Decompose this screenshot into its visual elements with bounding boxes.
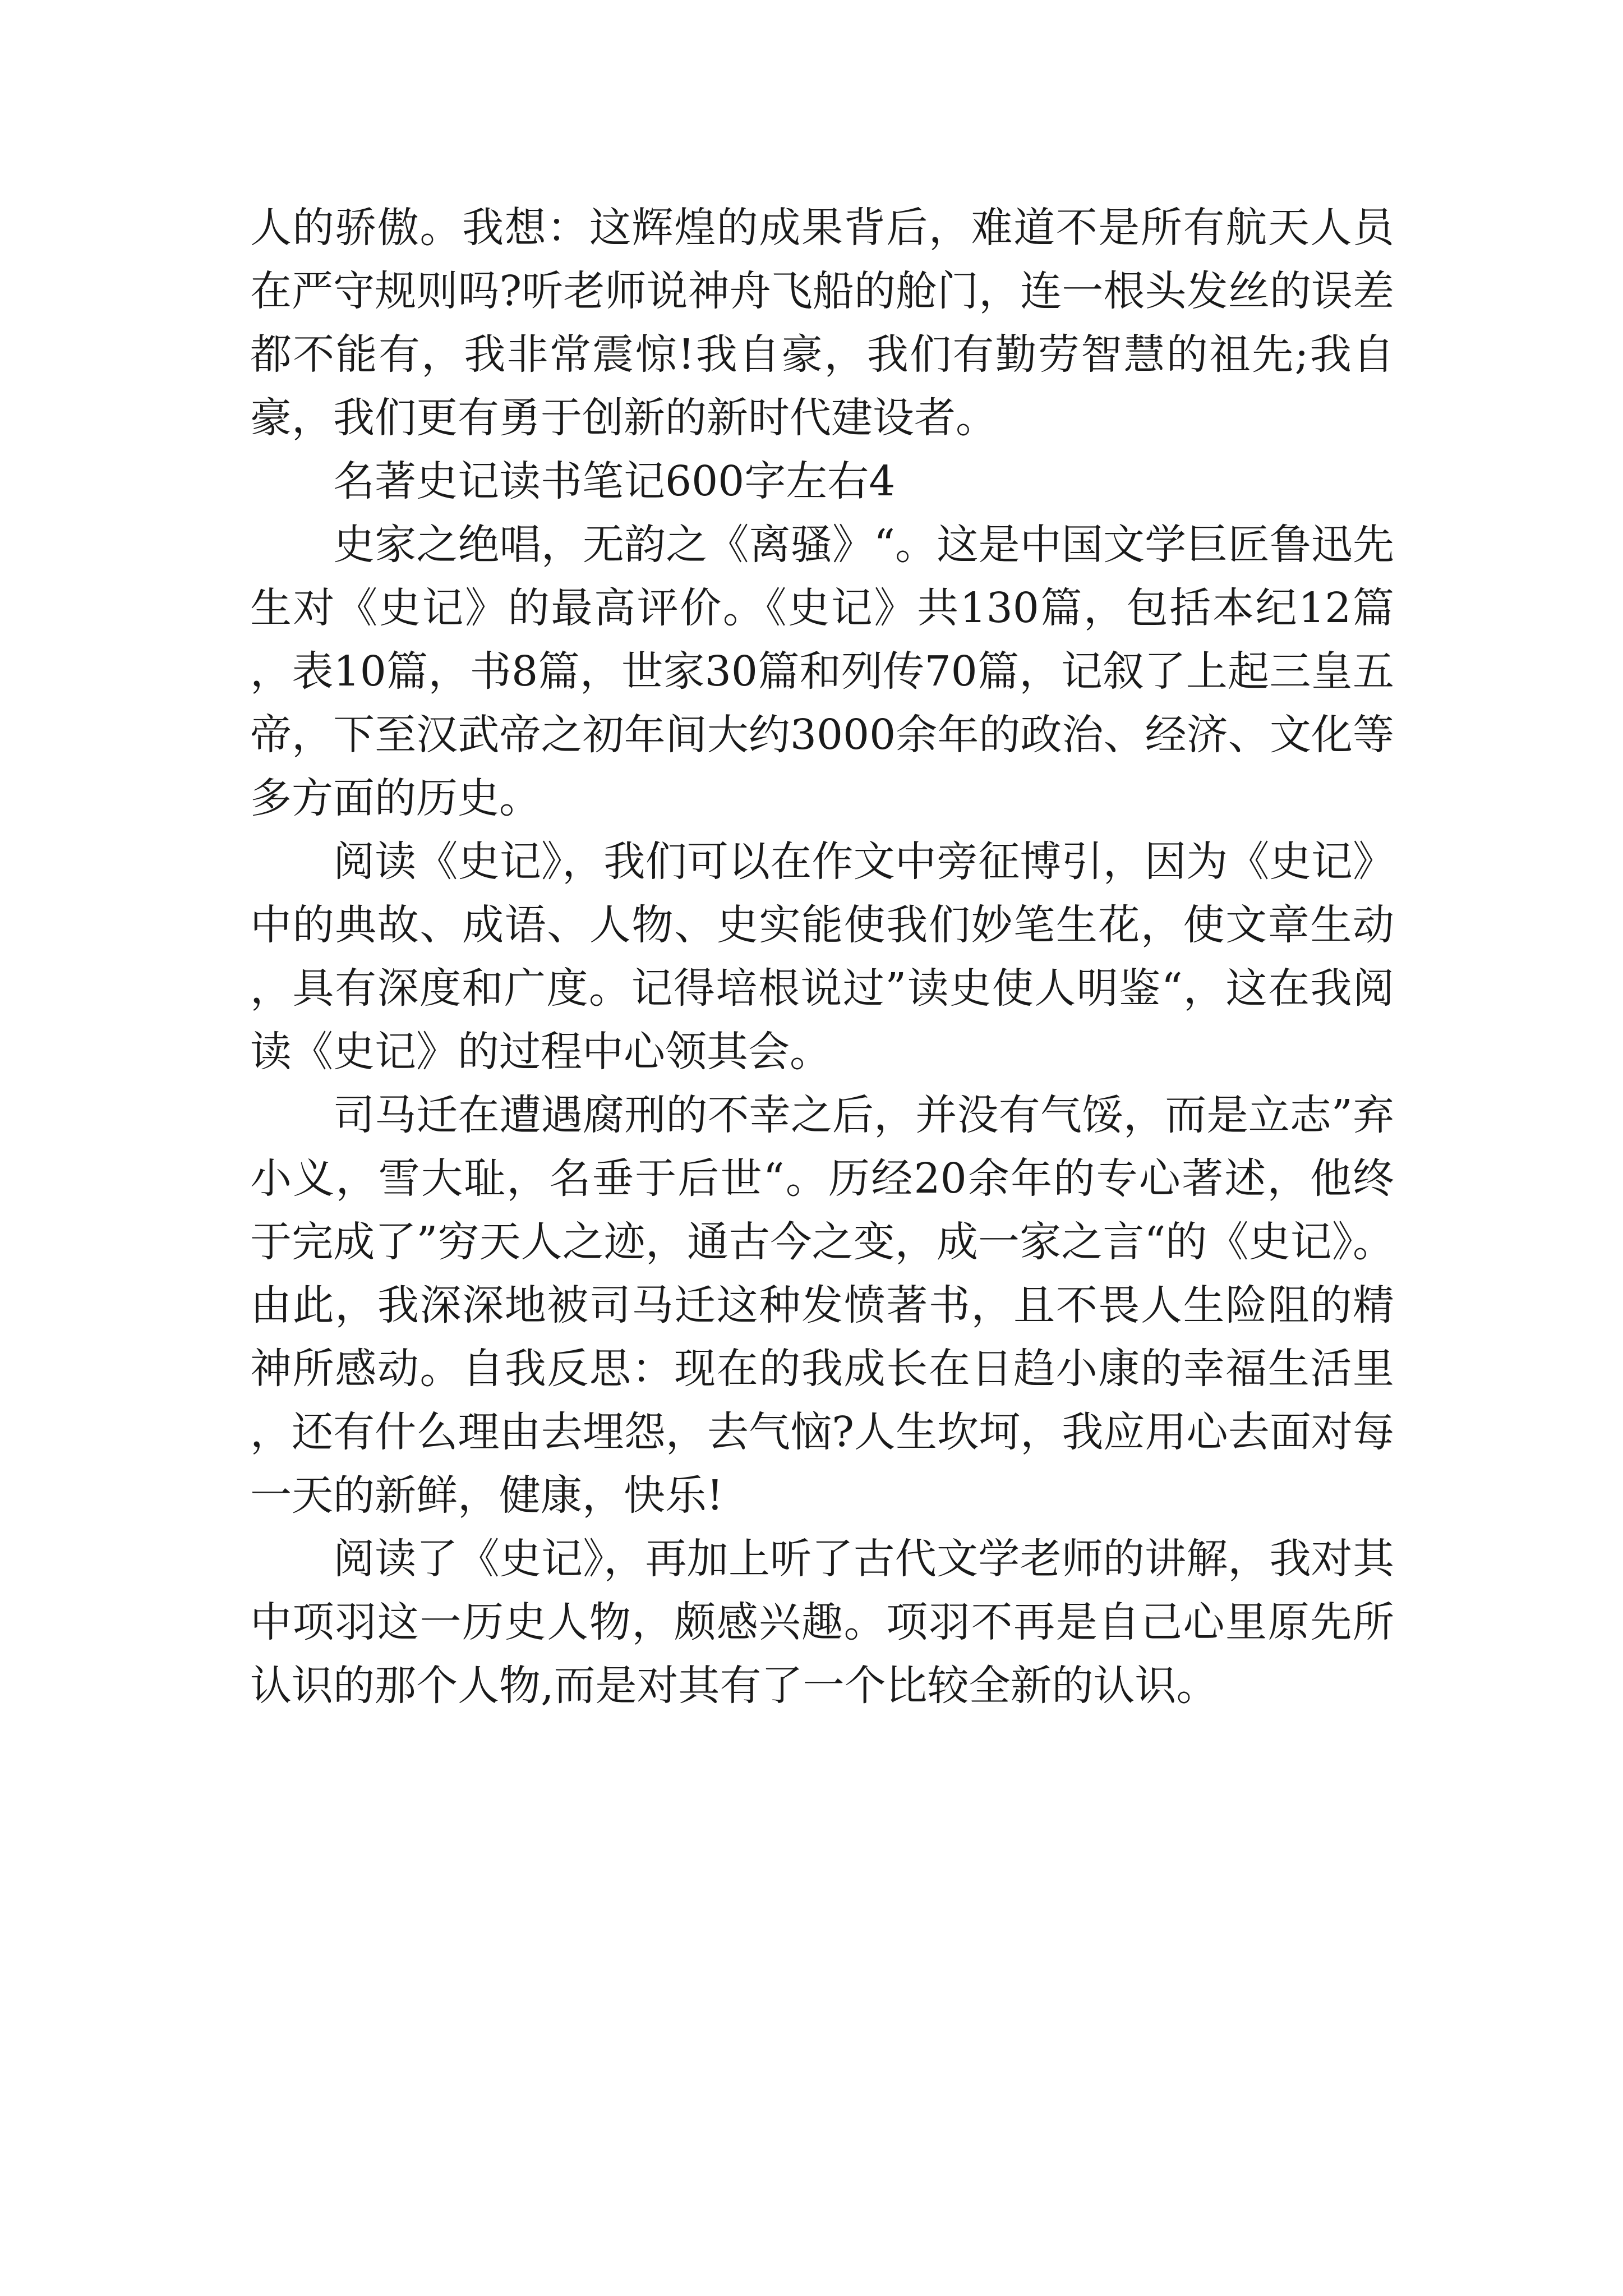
section-heading: 名著史记读书笔记600字左右4 [333,457,896,505]
paragraph-sima-qian: 司马迁在遭遇腐刑的不幸之后，并没有气馁，而是立志”弃小义，雪大耻，名垂于后世“。历经20余年的专心著述，他终于完成了”穷天人之迹，通古今之变，成一家之言“的《史记》。由此，我深深地被司马迁这种发愤著书，且不畏人生险阻的精神所感动。自我反思：现在的我成长在日趋小康的幸福生活里，还有什么理由去埋怨，去气恼?人生坎坷，我应用心去面对每一天的新鲜，健康，快乐! [250,1091,1394,1520]
paragraph-xiang-yu: 阅读了《史记》，再加上听了古代文学老师的讲解，我对其中项羽这一历史人物，颇感兴趣。项羽不再是自己心里原先所认识的那个人物,而是对其有了一个比较全新的认识。 [250,1535,1394,1710]
paragraph-reading: 阅读《史记》，我们可以在作文中旁征博引，因为《史记》中的典故、成语、人物、史实能使我们妙笔生花，使文章生动，具有深度和广度。记得培根说过”读史使人明鉴“，这在我阅读《史记》的过程中心领其会。 [250,838,1394,1076]
paragraph-intro: 史家之绝唱，无韵之《离骚》“。这是中国文学巨匠鲁迅先生对《史记》的最高评价。《史记》共130篇，包括本纪12篇，表10篇，书8篇，世家30篇和列传70篇，记叙了上起三皇五帝，下至汉武帝之初年间大约3000余年的政治、经济、文化等多方面的历史。 [250,521,1394,822]
document-body [250,196,1394,1718]
paragraph-continuation: 人的骄傲。我想：这辉煌的成果背后，难道不是所有航天人员在严守规则吗?听老师说神舟飞船的舱门，连一根头发丝的误差都不能有，我非常震惊!我自豪，我们有勤劳智慧的祖先;我自豪，我们更有勇于创新的新时代建设者。 [250,204,1394,442]
